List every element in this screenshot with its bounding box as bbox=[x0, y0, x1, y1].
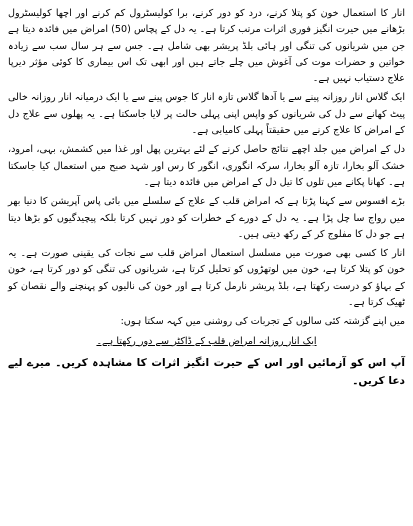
paragraph-experience: میں اپنے گزشتہ کئی سالوں کے تجربات کی روشنی میں کہہ سکتا ہوں: bbox=[120, 316, 405, 328]
paragraph-daily-juice: ایک گلاس انار روزانہ پینے سے یا آدھا گلاس تازہ انار کا جوس پینے سے یا ایک درمیانہ انار روزانہ خالی پیٹ کھانے سے دل کی شریانوں کو واپس اپنی پہلی حالت پر لایا جاسکتا ہے۔ یہ پھلوں سے علاج دل کے امراض کا علاج کرنے میں حقیقتاً پہلی کامیابی ہے۔ bbox=[8, 92, 405, 137]
paragraph-recommended-foods: دل کے امراض میں جلد اچھے نتائج حاصل کرنے کے لئے بہترین پھل اور غذا میں کشمش، بہی، امرود، خشک آلو بخارا، تازہ آلو بخارا، سرکہ انگوری، انگور کا رس اور شہد صبح میں استعمال کیا جاسکتا ہے۔ کھانا پکانے میں تلوں کا تیل دل کے امراض میں فائدہ دیتا ہے۔ bbox=[8, 144, 405, 188]
paragraph-pomegranate-benefits: انار کا استعمال خون کو پتلا کرنے، درد کو دور کرنے، برا کولیسٹرول کم کرنے اور اچھا کولیسٹرول بڑھانے میں حیرت انگیز فوری اثرات مرتب کرتا ہے۔ یہ دل کے پچاس (50) امراض میں فائدہ دیتا ہے جن میں شریانوں کی تنگی اور ہائی بلڈ پریشر بھی شامل ہے۔ جس سے ہر سال سب سے زیادہ خواتین و حضرات موت کی آغوش میں چلے جاتے ہیں اور ابھی تک اس بیماری کا کوئی مؤثر دیرپا علاج دستیاب نہیں ہے۔ bbox=[8, 8, 405, 85]
closing-line: آپ اس کو آزمائیں اور اس کے حیرت انگیز اثرات کا مشاہدہ کریں۔ میرے لیے دعا کریں۔ bbox=[8, 356, 405, 387]
paragraph-bypass-surgery: بڑے افسوس سے کہنا پڑتا ہے کہ امراض قلب کے علاج کے سلسلے میں بائی پاس آپریشن کا دنیا بھر میں رواج سا چل پڑا ہے۔ یہ دل کے دورے کے خطرات کو دور نہیں کرتا بلکہ پیچیدگیوں کو بڑھا دیتا ہے جو دل کا مفلوج کر کے رکھ دیتی ہیں۔ bbox=[8, 196, 405, 240]
quote-text: ایک انار روزانہ امراض قلب کے ڈاکٹر سے دور رکھتا ہے۔ bbox=[96, 335, 317, 347]
highlighted-quote bbox=[8, 334, 405, 350]
paragraph-continuous-use: انار کا کسی بھی صورت میں مسلسل استعمال امراض قلب سے نجات کی یقینی صورت ہے۔ یہ خون کو پتلا کرتا ہے، خون میں لوتھڑوں کو تحلیل کرتا ہے، شریانوں کی تنگی کو دور کرتا ہے، خون کے بہاؤ کو درست رکھتا ہے، بلڈ پریشر نارمل کرتا ہے اور خون کی نالیوں کو پہنچنے والے نقصان کو ٹھیک کرتا ہے۔ bbox=[8, 248, 405, 309]
